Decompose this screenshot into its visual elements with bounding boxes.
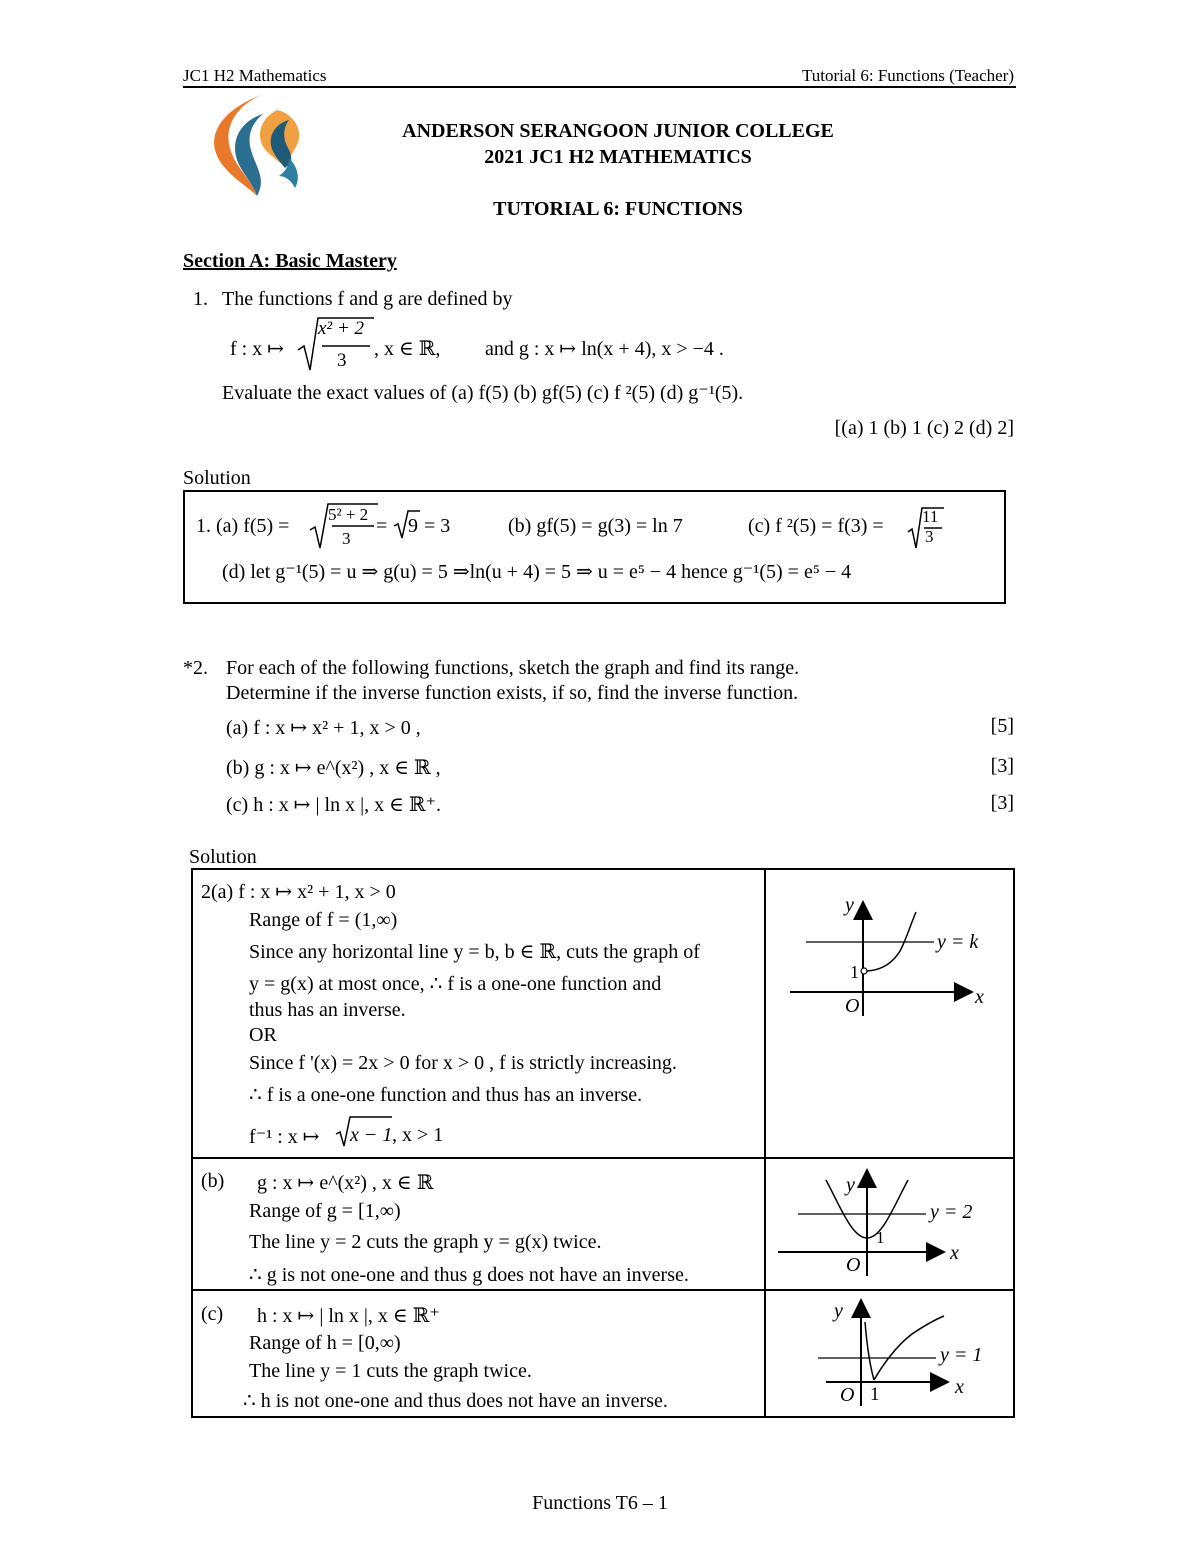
sol2b-line1: g : x ↦ e^(x²) , x ∈ ℝ bbox=[257, 1172, 434, 1194]
sol2c-label: (c) bbox=[201, 1303, 224, 1325]
q2-c: (c) h : x ↦ | ln x |, x ∈ ℝ⁺. bbox=[226, 794, 442, 816]
sol2c-line4: ∴ h is not one-one and thus does not have an inverse. bbox=[243, 1390, 668, 1412]
college-logo bbox=[205, 88, 310, 206]
sol2a-inverse-prefix: f⁻¹ : x ↦ bbox=[249, 1126, 320, 1148]
graph-c-line-label: y = 1 bbox=[940, 1344, 983, 1366]
table-row-rule-1 bbox=[191, 1157, 1015, 1159]
sol2a-inverse-suffix: , x > 1 bbox=[392, 1124, 444, 1146]
sol1-c-prefix: (c) f ²(5) = f(3) = bbox=[748, 515, 884, 537]
graph-b-line-label: y = 2 bbox=[930, 1201, 973, 1223]
sol2a-line5: thus has an inverse. bbox=[249, 999, 406, 1021]
sol2a-line8: ∴ f is a one-one function and thus has an inverse. bbox=[249, 1084, 643, 1106]
q1-evaluate: Evaluate the exact values of (a) f(5) (b) gf(5) (c) f ²(5) (d) g⁻¹(5). bbox=[222, 382, 744, 404]
college-name: ANDERSON SERANGOON JUNIOR COLLEGE bbox=[402, 120, 834, 142]
graph-a-origin: O bbox=[845, 995, 860, 1017]
sol2a-line7: Since f '(x) = 2x > 0 for x > 0 , f is strictly increasing. bbox=[249, 1052, 677, 1074]
solution-label-2: Solution bbox=[189, 846, 257, 868]
q2-b: (b) g : x ↦ e^(x²) , x ∈ ℝ , bbox=[226, 757, 441, 779]
sol1-a-prefix: 1. (a) f(5) = bbox=[196, 515, 290, 537]
q2-a: (a) f : x ↦ x² + 1, x > 0 , bbox=[226, 717, 421, 739]
sol1-a-mid: = bbox=[376, 515, 388, 537]
graph-a-open-point bbox=[861, 968, 867, 974]
q2-b-marks: [3] bbox=[990, 755, 1014, 777]
q2-number: *2. bbox=[183, 657, 208, 679]
q1-number: 1. bbox=[193, 288, 208, 310]
graph-c-curve-left bbox=[865, 1322, 874, 1380]
q1-f-prefix: f : x ↦ bbox=[230, 338, 284, 360]
header-left: JC1 H2 Mathematics bbox=[183, 66, 327, 85]
q2-line1: For each of the following functions, sketch the graph and find its range. bbox=[226, 657, 800, 679]
q1-f-num: x² + 2 bbox=[318, 318, 364, 339]
q2-c-marks: [3] bbox=[990, 792, 1014, 814]
graph-a-line-label: y = k bbox=[937, 931, 979, 953]
section-heading: Section A: Basic Mastery bbox=[183, 250, 397, 272]
sol2b-line2: Range of g = [1,∞) bbox=[249, 1200, 401, 1222]
sol1-a-end: = 3 bbox=[424, 515, 451, 537]
graph-b-x-label: x bbox=[950, 1242, 959, 1264]
table-row-rule-2 bbox=[191, 1289, 1015, 1291]
sol2a-line1: 2(a) f : x ↦ x² + 1, x > 0 bbox=[201, 881, 396, 903]
sol2b-label: (b) bbox=[201, 1170, 225, 1192]
solution-1-box bbox=[183, 490, 1006, 604]
graph-b-y-label: y bbox=[846, 1174, 855, 1196]
q1-answers: [(a) 1 (b) 1 (c) 2 (d) 2] bbox=[834, 417, 1014, 439]
sol2a-line3: Since any horizontal line y = b, b ∈ ℝ, cuts the graph of bbox=[249, 941, 700, 963]
q1-f-den: 3 bbox=[337, 350, 347, 371]
sol2c-line2: Range of h = [0,∞) bbox=[249, 1332, 401, 1354]
graph-c-one: 1 bbox=[870, 1384, 880, 1405]
graph-c-y-label: y bbox=[834, 1300, 843, 1322]
sol1-c-num: 11 bbox=[922, 507, 939, 526]
page-footer: Functions T6 – 1 bbox=[532, 1492, 668, 1514]
q1-g-def: and g : x ↦ ln(x + 4), x > −4 . bbox=[485, 338, 724, 360]
sol1-a-den: 3 bbox=[342, 529, 351, 548]
sol2a-line6: OR bbox=[249, 1024, 277, 1046]
sol1-a-num: 5² + 2 bbox=[328, 505, 369, 524]
graph-c-x-label: x bbox=[955, 1376, 964, 1398]
graph-c-curve-right bbox=[874, 1316, 944, 1380]
q2-a-marks: [5] bbox=[990, 715, 1014, 737]
header-right: Tutorial 6: Functions (Teacher) bbox=[801, 66, 1014, 85]
graph-a-y-label: y bbox=[845, 894, 854, 916]
sol1-b: (b) gf(5) = g(3) = ln 7 bbox=[508, 515, 683, 537]
sol1-d: (d) let g⁻¹(5) = u ⇒ g(u) = 5 ⇒ln(u + 4) = 5 ⇒ u = e⁵ − 4 hence g⁻¹(5) = e⁵ − 4 bbox=[222, 561, 852, 583]
sol2c-line3: The line y = 1 cuts the graph twice. bbox=[249, 1360, 532, 1382]
solution-label-1: Solution bbox=[183, 467, 251, 489]
graph-b bbox=[770, 1166, 1010, 1286]
graph-b-origin: O bbox=[846, 1254, 861, 1276]
graph-b-one: 1 bbox=[876, 1228, 885, 1247]
graph-a-x-label: x bbox=[975, 986, 984, 1008]
q1-intro: The functions f and g are defined by bbox=[222, 288, 513, 310]
graph-a bbox=[770, 876, 1010, 1152]
sol1-c-den: 3 bbox=[925, 527, 934, 546]
tutorial-title: TUTORIAL 6: FUNCTIONS bbox=[493, 198, 743, 220]
sol2a-inverse-rad: x − 1 bbox=[350, 1124, 393, 1146]
q2-line2: Determine if the inverse function exists, if so, find the inverse function. bbox=[226, 682, 799, 704]
sol2a-line4: y = g(x) at most once, ∴ f is a one-one function and bbox=[249, 973, 662, 995]
sol2b-line4: ∴ g is not one-one and thus g does not have an inverse. bbox=[249, 1264, 689, 1286]
q1-f-suffix: , x ∈ ℝ, bbox=[374, 338, 441, 360]
graph-a-one: 1 bbox=[850, 962, 859, 982]
sol2b-line3: The line y = 2 cuts the graph y = g(x) twice. bbox=[249, 1231, 602, 1253]
graph-c-origin: O bbox=[840, 1384, 855, 1406]
sol1-a-rad: 9 bbox=[408, 515, 418, 537]
sol2a-line2: Range of f = (1,∞) bbox=[249, 909, 398, 931]
table-divider bbox=[764, 868, 766, 1418]
sol2c-line1: h : x ↦ | ln x |, x ∈ ℝ⁺ bbox=[257, 1305, 440, 1327]
course-title: 2021 JC1 H2 MATHEMATICS bbox=[484, 146, 752, 168]
